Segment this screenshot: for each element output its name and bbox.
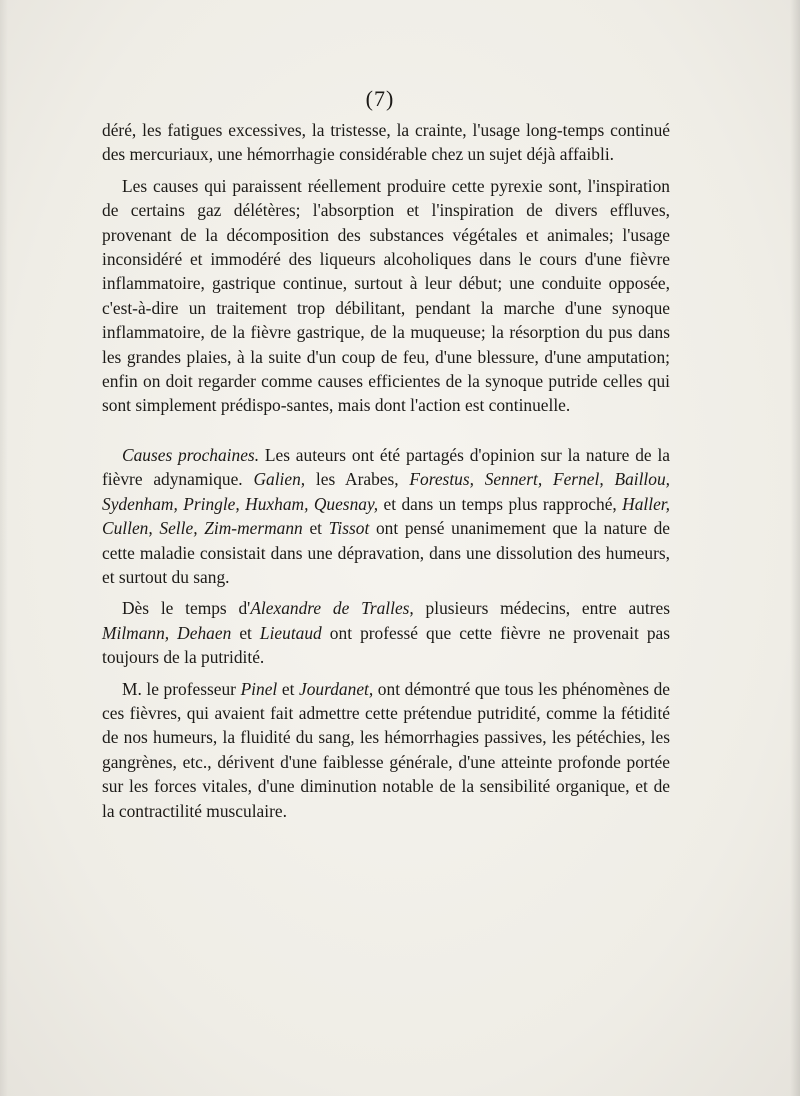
author-name: Pinel (240, 678, 278, 699)
text-run: les Arabes, (305, 469, 410, 490)
page-right-shadow (790, 0, 800, 1096)
body-text (102, 118, 670, 823)
text-run: Les auteurs ont été partagés d'opinion sur la nature de la fièvre adynamique. (102, 444, 670, 490)
author-names: Milmann, Dehaen (102, 622, 232, 643)
text-run: ont pensé unanimement que la nature de cette maladie consistait dans une dépravation, dans une dissolution des humeurs, et surtout du sang. (102, 518, 671, 587)
paragraph-2 (102, 174, 670, 418)
author-names: Haller, Cullen, Selle, Zim-mermann (102, 493, 670, 539)
author-name: Tissot (328, 518, 370, 539)
author-name: Alexandre de Tralles, (250, 598, 414, 619)
text-run: et (231, 622, 260, 643)
author-names: Forestus, Sennert, Fernel, Baillou, Sydenham, Pringle, Huxham, Quesnay, (102, 469, 670, 514)
paragraph-3 (102, 443, 670, 589)
text-run: et (302, 518, 329, 539)
text-run: déré, les fatigues excessives, la tristesse, la crainte, l'usage long-temps continué des mercuriaux, une hémorrhagie considérable chez un sujet déjà affaibli. (102, 120, 670, 165)
paragraph-5 (102, 677, 670, 823)
text-run: et (277, 678, 299, 699)
author-name: Jourdanet, (299, 678, 374, 699)
author-name: Lieutaud (259, 622, 322, 643)
page-number: (7) (365, 86, 395, 111)
text-run: plusieurs médecins, entre autres (413, 598, 670, 619)
text-run: ont professé que cette fièvre ne provenait pas toujours de la putridité. (102, 622, 671, 668)
author-name: Galien, (253, 469, 306, 490)
text-run: M. le professeur (122, 678, 241, 699)
text-run: Les causes qui paraissent réellement produire cette pyrexie sont, l'inspiration de certains gaz délétères; l'absorption et l'inspiration de divers effluves, provenant de la décomposition des substances végétales et animales; l'usage inconsidéré et immodéré des liqueurs alcoholiques dans le cours d'une fièvre inflammatoire, gastrique continue, surtout à leur début; une conduite opposée, c'est-à-dire un traitement trop débilitant, pendant la marche d'une synoque inflammatoire, de la fièvre gastrique, de la muqueuse; la résorption du pus dans les grandes plaies, à la suite d'un coup de feu, d'une blessure, d'une amputation; enfin on doit regarder comme causes efficientes de la synoque putride celles qui sont simplement prédispo-santes, mais dont l'action est continuelle. (102, 175, 670, 416)
page-left-shadow (0, 0, 8, 1096)
text-run: Dès le temps d' (122, 598, 251, 619)
paragraph-4 (102, 596, 670, 669)
paragraph-1 (102, 118, 670, 167)
text-run: ont démontré que tous les phénomènes de ces fièvres, qui avaient fait admettre cette prétendue putridité, comme la fétidité de nos humeurs, la fluidité du sang, les hémorrhagies passives, les pétéchies, les gangrènes, etc., dérivent d'une faiblesse générale, d'une atteinte profonde portée sur les forces vitales, d'une diminution notable de la sensibilité organique, et de la contractilité musculaire. (102, 678, 670, 821)
section-heading-causes-prochaines: Causes prochaines. (122, 444, 260, 465)
text-run: et dans un temps plus rapproché, (378, 493, 623, 514)
